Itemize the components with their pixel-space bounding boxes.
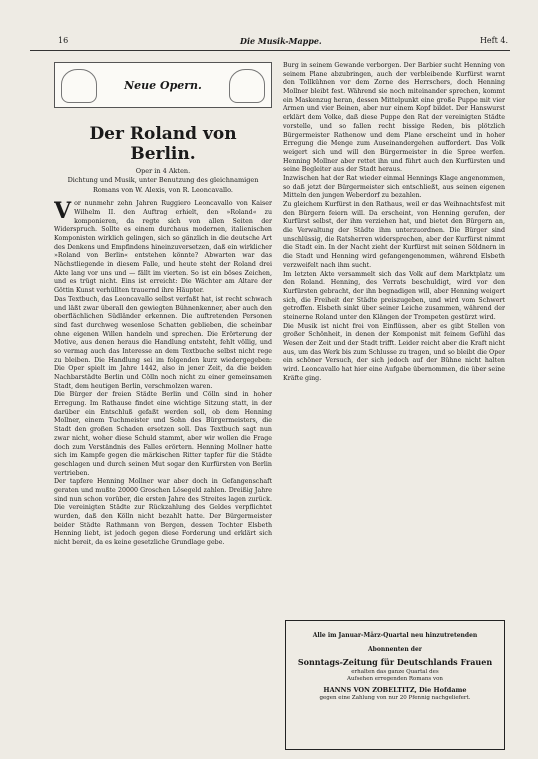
- article-body-left: [54, 200, 272, 548]
- paragraph: Zu gleichem Kurfürst in den Rathaus, weil er das Weihnachtsfest mit den Bürgern feiern will. Da erscheint, von Henning gerufen, der Kurfürst selbst, der ihm verziehen hat, und bietet den Bürgern an, die Verwaltung der Städte ihm unterzuordnen. Die Bürger sind unschlüssig, die Ratsherren widersprechen, aber der Kurfürst nimmt die Stadt ein. In der Nacht zieht der Kurfürst mit seinen Söldnern in die Stadt und Henning wird gefangengenommen, während Elsbeth verzweifelt nach ihm sucht.: [283, 201, 505, 269]
- ad-line: Alle im Januar-März-Quartal neu hinzutretenden: [312, 632, 478, 639]
- advertisement-box: [285, 620, 505, 750]
- paragraph: Die Musik ist nicht frei von Einflüssen, aber es gibt Stellen von großer Schönheit, in denen der Komponist mit feinem Gefühl das Wesen der Zeit und der Stadt trifft. Leider reicht aber die Kraft nicht aus, um das Werk bis zum Schlusse zu tragen, und so bleibt die Oper ein schöner Versuch, der sich jedoch auf der Bühne nicht halten wird. Leoncavallo hat hier eine Aufgabe übernommen, die über seine Kräfte ging.: [283, 322, 505, 382]
- ornament-left-icon: [61, 69, 97, 103]
- left-column: [54, 62, 272, 702]
- ad-line: Aufsehen erregenden Romans von: [347, 675, 443, 682]
- paragraph: Der tapfere Henning Mollner war aber doch in Gefangenschaft geraten und mußte 20000 Groschen Lösegeld zahlen. Dreißig Jahre sind nun schon vorüber, die ersten Jahre des Streites lagen zurück. Die vereinigten Städte zur Rückzahlung des Geldes verpflichtet wurden, daß den Kölln nicht bezahlt hatte. Der Bürgermeister beider Städte Rathmann von Bergen, dessen Tochter Elsbeth Henning liebt, ist jedoch gegen diese Forderung und erklärt sich nicht bereit, da es keine gesetzliche Grundlage gebe.: [54, 478, 272, 547]
- page-number: 16: [58, 36, 69, 45]
- article-body-right: [283, 62, 505, 383]
- ornament-right-icon: [229, 69, 265, 103]
- paragraph: Burg in seinem Gewande verborgen. Der Barbier sucht Henning von seinem Plane abzubringen, auch der verbleibende Kurfürst warnt den Tollkühnen vor dem Zorne des Herrschers, doch Henning Mollner bleibt fest. Während sie noch miteinander sprechen, kommt ein Maskenzug heran, dessen Mittelpunkt eine große Puppe mit vier Armen und vier Beinen, aber nur einem Kopf bildet. Der Hanswurst erklärt dem Volke, daß diese Puppe den Rat der vereinigten Städte vorstelle, und so fallen recht bissige Reden, bis plötzlich Bürgermeister Rathenow und dem Plane erscheint und in hoher Erregung die Menge zum Auseinandergehen auffordert. Das Volk weigert sich und will den Bürgermeister in die Spree werfen. Henning Mollner aber rettet ihn und führt auch den Kurfürsten und seine Begleiter aus der Stadt heraus.: [283, 62, 505, 174]
- paragraph: Inzwischen hat der Rat wieder einmal Hennings Klage angenommen, so daß jetzt der Bürgermeister sich entschließt, aus seinen eigenen Mitteln den jungen Weberdorf zu bezahlen.: [283, 174, 505, 200]
- paragraph: Das Textbuch, das Leoncavallo selbst verfaßt hat, ist recht schwach und läßt zwar überall den gewiegten Bühnenkenner, aber auch den oberflächlichen Südländer erkennen. Die auftretenden Personen sind fast durchweg wesenlose Schatten geblieben, die scheinbar ohne eigenen Willen handeln und sprechen. Die Erörterung der Motive, aus denen heraus die Handlung entsteht, fehlt völlig, und so vermag auch das Interesse an dem Textbuche selbst nicht rege zu bleiben. Die Handlung sei im folgenden kurz wiedergegeben: Die Oper spielt im Jahre 1442, also in jener Zeit, da die beiden Nachbarstädte Berlin und Cölln noch nicht zu einer gemeinsamen Stadt, dem heutigen Berlin, verschmolzen waren.: [54, 295, 272, 390]
- running-header: [30, 36, 510, 51]
- article-title: Der Roland von Berlin.: [89, 124, 237, 164]
- ad-line: erhalten das ganze Quartal des: [351, 668, 439, 675]
- paragraph: Vor nunmehr zehn Jahren Ruggiero Leoncavallo von Kaiser Wilhelm II. den Auftrag erhielt, den »Roland« zu komponieren, da regte sich von allen Seiten der Widerspruch. Sollte es einem durchaus modernen, italienischen Komponisten wirklich gelingen, sich so gänzlich in die deutsche Art des Denkens und Empfindens hineinzuversetzen, daß ein wirklicher »Roland von Berlin« entstehen könnte? Abwarten war das Nächstliegende in diesem Falle, und heute steht der Roland drei Akte lang vor uns und — fällt im vierten. So ist ein böses Zeichen, und es trügt nicht. Eins ist erreicht: Die Wächter am Altare der Göttin Kunst verhüllten trauernd ihre Häupter.: [54, 198, 272, 295]
- paragraph: Die Bürger der freien Städte Berlin und Cölln sind in hoher Erregung. Im Rathause findet eine wichtige Sitzung statt, in der darüber ein Entschluß gefaßt werden soll, ob dem Henning Mollner, einem Tuchmeister und Sohn des Bürgermeisters, die Stadt den großen Schaden ersetzen soll. Das Textbuch sagt nun zwar nicht, woher diese Schuld stammt, aber wir wollen die Frage doch zum Verständnis des Falles erörtern. Henning Mollner hatte sich im Kampfe gegen die märkischen Ritter tapfer für die Städte geschlagen und durch seinen Mut sogar den Kurfürsten von Berlin vertrieben.: [54, 391, 272, 477]
- issue-number: Heft 4.: [479, 36, 508, 45]
- section-banner: [54, 62, 272, 108]
- ad-line: Abonnenten der: [368, 645, 422, 653]
- paragraph: Im letzten Akte versammelt sich das Volk auf dem Marktplatz um den Roland. Henning, des Verrats beschuldigt, wird vor den Kurfürsten gebracht, der ihn begnadigen will, aber Henning weigert sich, die Freiheit der Städte preiszugeben, und wird vom Schwert getroffen. Elsbeth sinkt über seiner Leiche zusammen, während der steinerne Roland unter den Klängen der Trompeten gestürzt wird.: [283, 270, 505, 321]
- ad-title: Sonntags-Zeitung für Deutschlands Frauen: [297, 656, 493, 667]
- ad-line: gegen eine Zahlung von nur 20 Pfennig nachgeliefert.: [319, 694, 471, 701]
- ad-author: HANNS VON ZOBELTITZ, Die Hofdame: [323, 685, 467, 694]
- article-credits: Dichtung und Musik, unter Benutzung des gleichnamigen Romans von W. Alexis, von R. Leoncavallo.: [67, 176, 259, 194]
- section-heading: Neue Opern.: [124, 78, 202, 92]
- article-genre: Oper in 4 Akten.: [135, 167, 191, 175]
- journal-title: Die Musik-Mappe.: [240, 36, 322, 46]
- right-column: [283, 62, 505, 617]
